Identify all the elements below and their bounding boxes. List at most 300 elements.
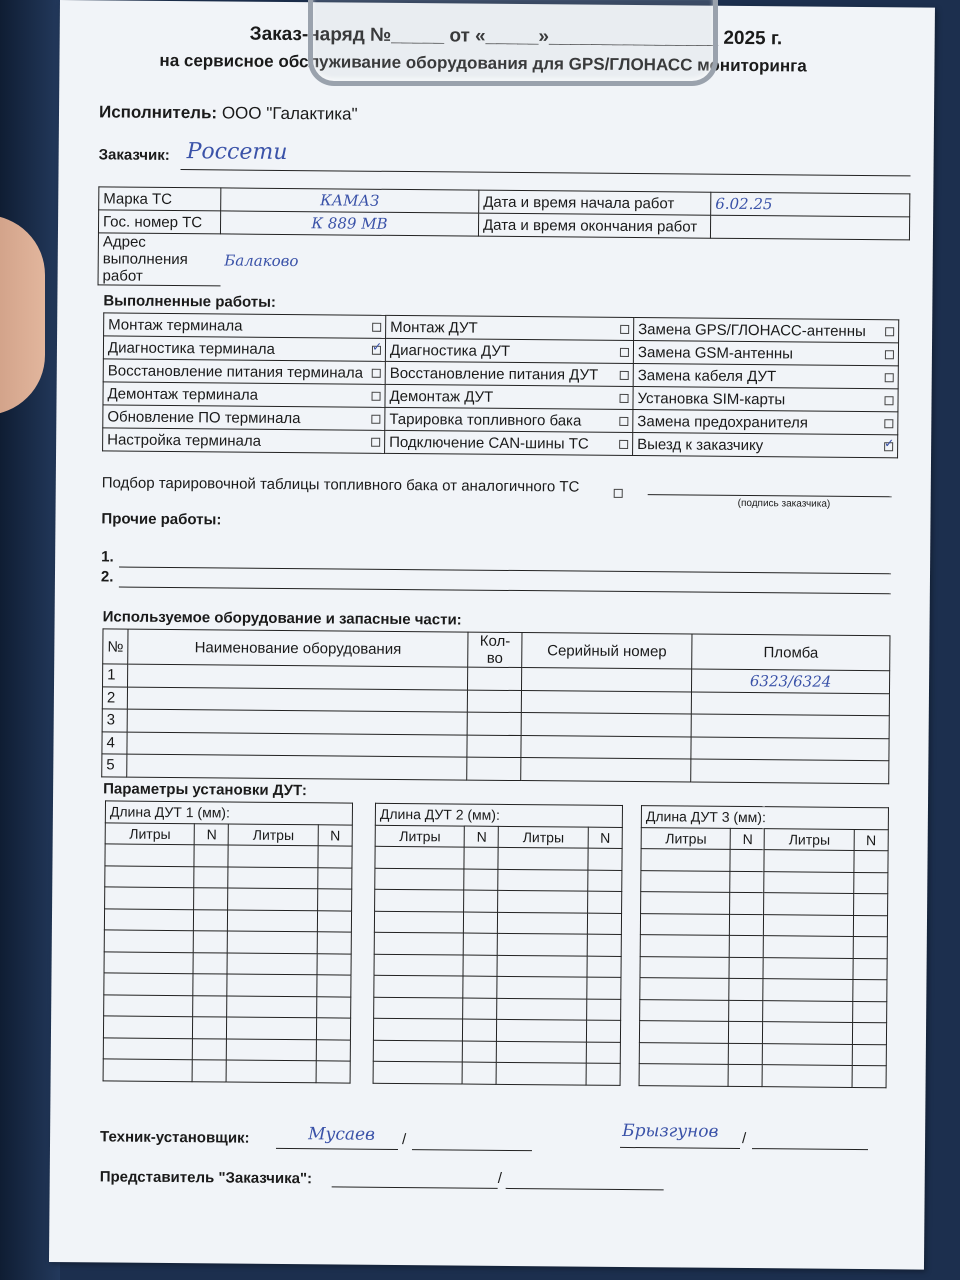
dut-cell[interactable] [374, 975, 464, 997]
address-label: Адрес выполнения работ [98, 233, 220, 286]
work-item-label: Диагностика терминала [107, 338, 275, 358]
dut-cell[interactable] [103, 1059, 193, 1081]
dut-cell[interactable] [373, 1018, 463, 1040]
table-row [374, 975, 621, 999]
dut-cell[interactable] [497, 1041, 587, 1063]
dut-cell[interactable] [316, 1039, 350, 1061]
dut-cell[interactable] [729, 1043, 763, 1065]
dut-cell[interactable] [497, 1019, 587, 1041]
row-number[interactable]: 3 [102, 709, 127, 732]
dut-heading: Параметры установки ДУТ: [103, 780, 308, 800]
name-cell[interactable] [127, 709, 467, 734]
table-row [103, 1059, 350, 1083]
dut-cell[interactable] [374, 911, 464, 933]
serial-cell[interactable] [521, 735, 691, 759]
work-item-checkbox[interactable] [371, 414, 380, 423]
work-item-label: Восстановление питания ДУТ [389, 364, 599, 384]
name-cell[interactable] [127, 687, 467, 712]
dut-cell[interactable] [764, 893, 854, 915]
dut-cell[interactable] [729, 1064, 763, 1086]
col-liters: Литры [641, 827, 731, 849]
end-value [710, 215, 909, 240]
dut-cell[interactable] [373, 1040, 463, 1062]
dut-cell[interactable] [498, 933, 588, 955]
work-item-6-3 [633, 433, 898, 458]
col-liters: Литры [375, 825, 465, 847]
dut-cell[interactable] [317, 996, 351, 1018]
qty-cell[interactable] [467, 757, 521, 780]
dut-cell[interactable] [729, 1000, 763, 1022]
table-row [374, 954, 621, 978]
dut-cell[interactable] [497, 976, 587, 998]
dut-cell[interactable] [588, 891, 622, 913]
dut-cell[interactable] [228, 888, 318, 910]
col-liters: Литры [229, 824, 319, 846]
work-item-2-1 [103, 336, 385, 361]
tech-name-line-2 [752, 1148, 868, 1150]
vehicle-table [98, 186, 911, 292]
work-item-checkbox[interactable] [372, 322, 381, 331]
dut-cell[interactable] [104, 908, 194, 930]
dut-cell[interactable] [464, 933, 498, 955]
work-item-label: Установка SIM-карты [637, 389, 786, 408]
work-item-checkbox[interactable] [620, 324, 629, 333]
dut-cell[interactable] [193, 1060, 227, 1082]
work-item-1-2 [386, 315, 634, 340]
clipboard-clip [308, 0, 718, 86]
dut-cell[interactable] [641, 892, 731, 914]
name-cell[interactable] [127, 732, 467, 757]
other-work-2-line [119, 587, 891, 595]
equipment-table [101, 628, 890, 783]
work-item-checkbox[interactable] [884, 419, 893, 428]
dut-cell[interactable] [854, 872, 888, 894]
seal-cell[interactable] [691, 692, 889, 716]
dut-cell[interactable] [498, 890, 588, 912]
dut-cell[interactable] [193, 995, 227, 1017]
tech-slash-2: / [742, 1129, 747, 1148]
col-serial: Серийный номер [522, 633, 692, 669]
dut-length-title: Длина ДУТ 1 (мм): [105, 801, 352, 825]
work-item-5-3 [633, 410, 898, 435]
dut-cell[interactable] [498, 912, 588, 934]
plate-value: К 889 МВ [220, 211, 478, 236]
dut-cell[interactable] [854, 850, 888, 872]
table-row [105, 865, 352, 889]
dut-cell[interactable] [464, 869, 498, 891]
end-label: Дата и время окончания работ [478, 213, 710, 238]
dut-table-3 [639, 805, 889, 1088]
col-n: N [318, 824, 352, 846]
serial-cell[interactable] [522, 668, 692, 692]
executor-row [99, 102, 358, 124]
executor-label: Исполнитель: [98, 102, 218, 123]
table-row [105, 887, 352, 911]
dut-cell[interactable] [639, 1042, 729, 1064]
dut-cell[interactable] [194, 845, 228, 867]
executor-value: ООО "Галактика" [221, 103, 358, 124]
dut-cell[interactable] [497, 998, 587, 1020]
table-row [103, 1037, 350, 1061]
work-item-checkbox[interactable] [620, 370, 629, 379]
work-item-checkbox[interactable] [371, 437, 380, 446]
table-row [640, 978, 887, 1002]
dut-cell[interactable] [193, 1017, 227, 1039]
dut-cell[interactable] [318, 889, 352, 911]
other-work-1-number: 1. [101, 548, 114, 566]
dut-cell[interactable] [640, 956, 730, 978]
table-row [104, 973, 351, 997]
plate-label: Гос. номер ТС [98, 210, 220, 234]
works-heading: Выполненные работы: [103, 292, 277, 311]
work-item-3-1 [103, 359, 385, 384]
work-item-label: Диагностика ДУТ [389, 341, 511, 360]
table-row [373, 1018, 620, 1042]
dut-cell[interactable] [586, 1063, 620, 1085]
dut-cell[interactable] [227, 1038, 317, 1060]
work-item-label: Демонтаж терминала [107, 384, 259, 404]
dut-cell[interactable] [639, 1021, 729, 1043]
work-item-label: Восстановление питания терминала [107, 361, 364, 382]
dut-cell[interactable] [587, 934, 621, 956]
work-item-checkbox[interactable] [620, 347, 629, 356]
dut-cell[interactable] [105, 844, 195, 866]
dut-cell[interactable] [588, 848, 622, 870]
table-row [374, 997, 621, 1021]
work-item-label: Замена кабеля ДУТ [637, 366, 777, 385]
dut-cell[interactable] [587, 977, 621, 999]
dut-cell[interactable] [730, 935, 764, 957]
dut-cell[interactable] [497, 955, 587, 977]
dut-cell[interactable] [194, 888, 228, 910]
table-row [640, 935, 887, 959]
work-item-label: Обновление ПО терминала [107, 407, 301, 427]
table-row [641, 849, 888, 873]
dut-cell[interactable] [373, 1061, 463, 1083]
seal-cell[interactable] [691, 759, 889, 783]
dut-cell[interactable] [105, 887, 195, 909]
work-item-checkbox[interactable] [885, 373, 894, 382]
dut-cell[interactable] [105, 865, 195, 887]
table-row [104, 930, 351, 954]
dut-cell[interactable] [103, 1037, 193, 1059]
name-cell[interactable] [127, 754, 467, 779]
dut-cell[interactable] [464, 890, 498, 912]
col-name: Наименование оборудования [128, 629, 468, 667]
dut-cell[interactable] [763, 1000, 853, 1022]
customer-sign-caption: (подпись заказчика) [737, 497, 831, 510]
work-item-checkbox[interactable] [885, 327, 894, 336]
dut-cell[interactable] [463, 998, 497, 1020]
work-item-4-3 [633, 387, 898, 412]
technician-signature-2: Брызгунов [622, 1120, 719, 1142]
dut-cell[interactable] [730, 849, 764, 871]
start-value: 6.02.25 [711, 192, 910, 217]
tech-slash-1: / [401, 1131, 407, 1149]
dut-cell[interactable] [316, 1061, 350, 1083]
dut-cell[interactable] [852, 1022, 886, 1044]
dut-cell[interactable] [729, 978, 763, 1000]
dut-cell[interactable] [228, 931, 318, 953]
qty-cell[interactable] [467, 712, 521, 735]
works-table [102, 312, 899, 458]
work-item-checkbox[interactable] [619, 416, 628, 425]
qty-cell[interactable] [468, 667, 522, 690]
col-number: № [103, 629, 128, 664]
work-order-sheet [49, 0, 935, 1270]
dut-cell[interactable] [463, 955, 497, 977]
dut-cell[interactable] [853, 958, 887, 980]
dut-cell[interactable] [463, 1041, 497, 1063]
other-work-1-line [119, 567, 891, 575]
dut-cell[interactable] [317, 932, 351, 954]
work-item-label: Замена GPS/ГЛОНАСС-антенны [638, 320, 866, 340]
table-row [375, 868, 622, 892]
dut-cell[interactable] [227, 952, 317, 974]
table-row [373, 1061, 620, 1085]
work-item-checkbox[interactable] [372, 345, 381, 354]
work-item-6-1 [103, 428, 385, 453]
serial-cell[interactable] [521, 713, 691, 737]
dut-cell[interactable] [375, 868, 465, 890]
dut-cell[interactable] [587, 999, 621, 1021]
dut-cell[interactable] [852, 1065, 886, 1087]
tariff-text: Подбор тарировочной таблицы топливного бака от аналогичного ТС [101, 474, 580, 496]
dut-cell[interactable] [193, 952, 227, 974]
technician-label: Техник-установщик: [100, 1128, 250, 1147]
technician-signature-1: Мусаев [308, 1124, 376, 1145]
dut-cell[interactable] [588, 870, 622, 892]
dut-cell[interactable] [317, 910, 351, 932]
dut-cell[interactable] [853, 936, 887, 958]
serial-cell[interactable] [521, 758, 691, 782]
dut-cell[interactable] [586, 1020, 620, 1042]
other-work-2-number: 2. [100, 568, 114, 586]
dut-cell[interactable] [852, 1044, 886, 1066]
row-number[interactable]: 4 [102, 731, 127, 754]
dut-cell[interactable] [227, 974, 317, 996]
dut-cell[interactable] [375, 889, 465, 911]
table-row [105, 844, 352, 868]
dut-cell[interactable] [227, 1060, 317, 1082]
dut-cell[interactable] [317, 953, 351, 975]
work-item-checkbox[interactable] [372, 391, 381, 400]
work-item-checkbox[interactable] [619, 439, 628, 448]
dut-cell[interactable] [764, 850, 854, 872]
dut-cell[interactable] [853, 979, 887, 1001]
dut-cell[interactable] [227, 1017, 317, 1039]
name-cell[interactable] [128, 664, 468, 689]
dut-cell[interactable] [463, 1062, 497, 1084]
dut-cell[interactable] [640, 913, 730, 935]
dut-cell[interactable] [194, 866, 228, 888]
table-row [640, 956, 887, 980]
dut-table-1 [103, 800, 353, 1083]
dut-cell[interactable] [587, 913, 621, 935]
customer-line [181, 169, 911, 176]
work-item-label: Подключение CAN-шины ТС [389, 433, 589, 453]
table-row [639, 1021, 886, 1045]
dut-cell[interactable] [641, 849, 731, 871]
tech-sign-line-2 [620, 1147, 740, 1149]
table-row [640, 913, 887, 937]
dut-cell[interactable] [104, 994, 194, 1016]
tariff-checkbox[interactable] [614, 489, 623, 498]
work-item-label: Монтаж терминала [108, 315, 243, 335]
dut-cell[interactable] [498, 869, 588, 891]
work-item-1-3 [634, 318, 899, 343]
work-item-2-2 [385, 338, 633, 363]
row-number[interactable]: 5 [102, 754, 127, 777]
seal-cell[interactable] [691, 737, 889, 761]
seal-cell[interactable] [691, 714, 889, 738]
dut-cell[interactable] [463, 1019, 497, 1041]
serial-cell[interactable] [521, 690, 691, 714]
table-row [375, 889, 622, 913]
work-item-5-2 [385, 407, 633, 432]
dut-cell[interactable] [464, 847, 498, 869]
work-item-label: Замена GSM-антенны [637, 343, 794, 362]
dut-cell[interactable] [853, 1001, 887, 1023]
table-row [639, 1064, 886, 1088]
table-row [373, 1040, 620, 1064]
dut-cell[interactable] [763, 1043, 853, 1065]
dut-cell[interactable] [641, 870, 731, 892]
work-item-label: Выезд к заказчику [637, 435, 764, 454]
dut-cell[interactable] [194, 909, 228, 931]
dut-cell[interactable] [193, 974, 227, 996]
dut-cell[interactable] [228, 867, 318, 889]
work-item-checkbox[interactable] [884, 442, 893, 451]
work-item-checkbox[interactable] [885, 350, 894, 359]
row-number[interactable]: 2 [102, 686, 127, 709]
dut-cell[interactable] [318, 846, 352, 868]
customer-sign-line [648, 494, 892, 497]
dut-table-2 [373, 803, 623, 1086]
table-row [103, 1016, 350, 1040]
qty-cell[interactable] [467, 735, 521, 758]
dut-cell[interactable] [317, 975, 351, 997]
dut-cell[interactable] [498, 847, 588, 869]
dut-cell[interactable] [763, 979, 853, 1001]
work-item-1-1 [104, 313, 386, 338]
work-item-label: Демонтаж ДУТ [389, 387, 494, 406]
col-liters: Литры [765, 828, 855, 850]
dut-cell[interactable] [193, 1038, 227, 1060]
dut-cell[interactable] [318, 867, 352, 889]
dut-cell[interactable] [104, 951, 194, 973]
dut-cell[interactable] [853, 915, 887, 937]
dut-cell[interactable] [763, 1022, 853, 1044]
dut-cell[interactable] [374, 954, 464, 976]
dut-cell[interactable] [730, 914, 764, 936]
dut-cell[interactable] [764, 936, 854, 958]
equipment-heading: Используемое оборудование и запасные части: [102, 608, 462, 629]
other-works-heading: Прочие работы: [101, 510, 222, 529]
customer-rep-label: Представитель "Заказчика": [99, 1168, 313, 1188]
dut-cell[interactable] [194, 931, 228, 953]
dut-cell[interactable] [729, 1021, 763, 1043]
dut-cell[interactable] [640, 978, 730, 1000]
dut-cell[interactable] [104, 973, 194, 995]
table-row [639, 1042, 886, 1066]
dut-cell[interactable] [640, 999, 730, 1021]
dut-cell[interactable] [639, 1064, 729, 1086]
table-row [104, 951, 351, 975]
table-row [640, 999, 887, 1023]
tech-name-line-1 [412, 1149, 532, 1151]
dut-cell[interactable] [316, 1018, 350, 1040]
dut-cell[interactable] [730, 871, 764, 893]
work-item-2-3 [633, 341, 898, 366]
work-item-checkbox[interactable] [620, 393, 629, 402]
dut-cell[interactable] [763, 1065, 853, 1087]
col-liters: Литры [499, 826, 589, 848]
qty-cell[interactable] [467, 690, 521, 713]
dut-cell[interactable] [463, 976, 497, 998]
table-row [375, 846, 622, 870]
dut-cell[interactable] [764, 871, 854, 893]
work-item-5-1 [103, 405, 385, 430]
brand-label: Марка ТС [99, 187, 221, 211]
dut-cell[interactable] [730, 892, 764, 914]
dut-length-title: Длина ДУТ 2 (мм): [375, 803, 622, 827]
dut-cell[interactable] [464, 912, 498, 934]
dut-cell[interactable] [228, 845, 318, 867]
work-item-checkbox[interactable] [372, 368, 381, 377]
dut-cell[interactable] [853, 893, 887, 915]
work-item-3-3 [633, 364, 898, 389]
col-n: N [588, 827, 622, 849]
dut-cell[interactable] [587, 956, 621, 978]
customer-value: Россети [186, 139, 288, 165]
dut-cell[interactable] [763, 957, 853, 979]
dut-cell[interactable] [764, 914, 854, 936]
dut-cell[interactable] [497, 1062, 587, 1084]
table-row [104, 994, 351, 1018]
dut-cell[interactable] [103, 1016, 193, 1038]
dut-cell[interactable] [729, 957, 763, 979]
document-subtitle: на сервисное обслуживание оборудования для GPS/ГЛОНАСС мониторинга [159, 50, 807, 76]
dut-cell[interactable] [227, 995, 317, 1017]
work-item-checkbox[interactable] [884, 396, 893, 405]
rep-name-line [506, 1188, 664, 1190]
document-title: Заказ-наряд №_____ от «_____»________________ 2025 г. [249, 23, 783, 50]
work-item-label: Монтаж ДУТ [390, 318, 478, 337]
dut-cell[interactable] [586, 1042, 620, 1064]
dut-cell[interactable] [228, 910, 318, 932]
start-label: Дата и время начала работ [479, 190, 711, 215]
rep-sign-line [332, 1186, 498, 1188]
dut-cell[interactable] [374, 932, 464, 954]
table-row [374, 911, 621, 935]
dut-cell[interactable] [374, 997, 464, 1019]
work-item-label: Настройка терминала [107, 430, 262, 450]
col-n: N [195, 823, 229, 845]
row-number[interactable]: 1 [103, 664, 128, 687]
col-liters: Литры [105, 822, 195, 844]
dut-cell[interactable] [640, 935, 730, 957]
col-n: N [731, 828, 765, 850]
dut-cell[interactable] [375, 846, 465, 868]
table-row [641, 892, 888, 916]
col-seal: Пломба [692, 634, 890, 671]
col-n: N [854, 829, 888, 851]
work-item-6-2 [385, 430, 633, 455]
address-value: Балаково [220, 234, 909, 292]
dut-cell[interactable] [104, 930, 194, 952]
seal-cell[interactable]: 6323/6324 [692, 669, 890, 693]
